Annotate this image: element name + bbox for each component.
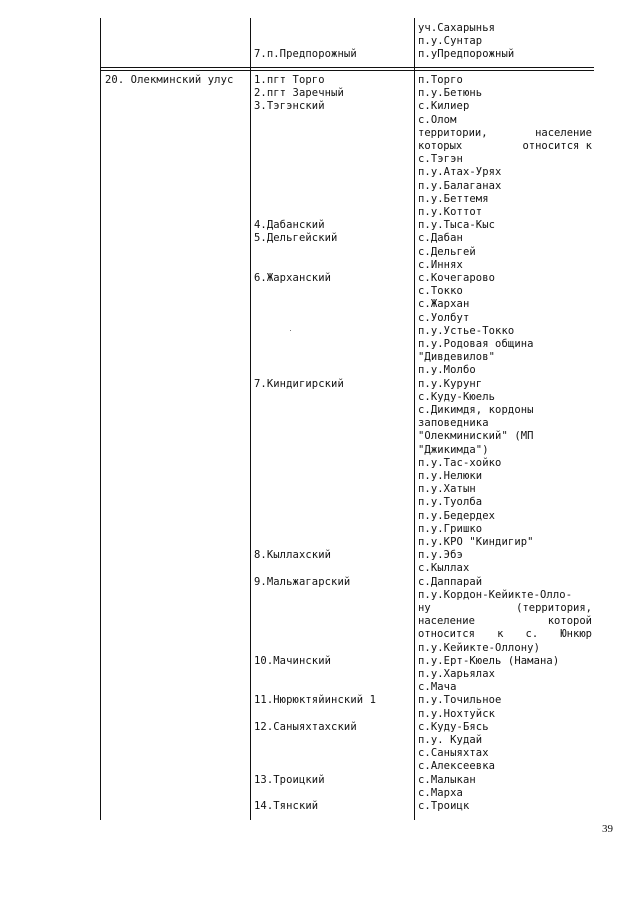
column-divider-settlements <box>414 18 415 820</box>
district-name: 9.Мальжагарский <box>254 575 351 588</box>
settlement-line: заповедника <box>418 417 489 430</box>
settlement-line: п.у.Курунг <box>418 377 483 390</box>
settlement-line: "Олекминиский" (МП <box>418 430 534 443</box>
settlement-word: (территория, <box>516 602 592 614</box>
settlement-line: с.Дабан <box>418 232 463 245</box>
settlement-line: с.Мача <box>418 681 457 694</box>
top-settlement-line: п.у.Сунтар <box>418 35 483 48</box>
settlement-line: с.Алексеевка <box>418 760 496 773</box>
district-name: 1.пгт Торго <box>254 74 325 86</box>
settlement-line: п.Торго <box>418 74 463 86</box>
settlement-line: п.у.Молбо <box>418 364 476 377</box>
settlement-line <box>418 127 592 140</box>
settlement-word: относится к <box>522 140 592 152</box>
settlement-line <box>418 602 592 615</box>
settlement-line: п.у.Хатын <box>418 483 476 496</box>
settlement-line: п.у.Эбэ <box>418 549 463 562</box>
settlement-line: п.у.Ерт-Кюель (Намана) <box>418 654 560 667</box>
settlement-word: ну <box>418 602 431 614</box>
district-name: 6.Жарханский <box>254 272 332 284</box>
top-settlement-line: п.уПредпорожный <box>418 48 515 61</box>
settlement-line: п.у.Нелюки <box>418 470 483 482</box>
settlement-line: с.Олом <box>418 113 457 126</box>
settlement-word: население <box>418 615 475 628</box>
settlement-line: с.Токко <box>418 285 463 298</box>
settlement-line: п.у.Бедердех <box>418 509 496 522</box>
top-district-name: 7.п.Предпорожный <box>254 48 357 60</box>
settlement-line: п.у.Коттот <box>418 206 483 218</box>
settlement-line: с.Дельгей <box>418 245 476 258</box>
settlement-line: п.у.Родовая община <box>418 338 534 350</box>
settlement-line: п.у.Беттемя <box>418 192 489 205</box>
row-separator-double <box>100 70 594 71</box>
settlement-line: с.Иннях <box>418 258 463 271</box>
settlement-line: с.Тэгэн <box>418 153 463 166</box>
district-name: 12.Саныяхтахский <box>254 720 357 733</box>
district-name: 7.Киндигирский <box>254 377 344 390</box>
settlement-line: с.Марха <box>418 786 463 799</box>
settlement-line: с.Кыллах <box>418 562 470 575</box>
settlement-word: территории, <box>418 126 488 139</box>
settlement-line: с.Саныяхтах <box>418 747 489 760</box>
page-number: 39 <box>602 823 613 835</box>
settlement-line <box>418 615 592 628</box>
settlement-line: п.у.Туолба <box>418 496 483 509</box>
ulus-title: 20. Олекминский улус <box>105 74 234 86</box>
settlement-line: с.Куду-Бясь <box>418 720 489 733</box>
settlement-line: "Дивдевилов" <box>418 351 496 364</box>
row-separator <box>100 67 594 68</box>
settlement-line: с.Дикимдя, кордоны <box>418 404 534 416</box>
settlement-word: относится <box>418 628 475 641</box>
district-name: 11.Нюрюктяйинский 1 <box>254 694 377 707</box>
district-name: 13.Троицкий <box>254 773 325 786</box>
settlement-line: п.у.КРО "Киндигир" <box>418 536 534 548</box>
settlement-line: с.Малыкан <box>418 773 476 786</box>
settlement-line: п.у.Тыса-Кыс <box>418 219 496 232</box>
settlement-word: Юнкюр <box>560 628 592 641</box>
top-settlement-line: уч.Сахарынья <box>418 22 496 34</box>
settlement-line: с.Уолбут <box>418 311 470 324</box>
settlement-line: с.Троицк <box>418 800 470 812</box>
district-name: 4.Дабанский <box>254 219 325 232</box>
settlement-line: с.Кочегарово <box>418 272 496 284</box>
district-name: 8.Кыллахский <box>254 549 332 562</box>
settlement-line: п.у.Тас-хойко <box>418 456 502 469</box>
settlement-line: п.у.Гришко <box>418 522 483 535</box>
settlement-word: которой <box>547 615 592 628</box>
settlement-line: п.у.Атах-Урях <box>418 166 502 179</box>
table-left-border <box>100 18 101 820</box>
settlement-line: п.у.Бетюнь <box>418 87 483 100</box>
column-divider-ulus <box>250 18 251 820</box>
settlement-line: с.Килиер <box>418 100 470 113</box>
settlement-word: с. <box>525 628 539 641</box>
district-name: 10.Мачинский <box>254 654 332 667</box>
district-name: 14.Тянский <box>254 800 319 812</box>
district-name: 5.Дельгейский <box>254 232 338 245</box>
scan-speck <box>290 330 291 331</box>
settlement-line: п.у.Точильное <box>418 694 502 707</box>
settlement-word: которых <box>418 140 463 152</box>
settlement-line: п.у.Балаганах <box>418 179 502 192</box>
settlement-word: к <box>497 628 504 641</box>
settlement-line: п.у. Кудай <box>418 734 483 746</box>
district-name: 3.Тэгэнский <box>254 100 325 113</box>
settlement-line: п.у.Кейикте-Оллону) <box>418 641 541 654</box>
settlement-line: с.Даппарай <box>418 575 483 588</box>
district-name: 2.пгт Заречный <box>254 87 344 100</box>
settlement-line <box>418 140 592 153</box>
settlement-line: п.у.Устье-Токко <box>418 324 515 337</box>
settlement-line: п.у.Харьялах <box>418 668 496 680</box>
settlement-word: население <box>535 126 592 139</box>
settlement-line: п.у.Нохтуйск <box>418 707 496 720</box>
settlement-line: п.у.Кордон-Кейикте-Олло- <box>418 588 573 601</box>
settlement-line <box>418 628 592 641</box>
settlement-line: с.Жархан <box>418 298 470 311</box>
settlement-line: "Джикимда") <box>418 443 489 456</box>
settlement-line: с.Куду-Кюель <box>418 390 496 403</box>
